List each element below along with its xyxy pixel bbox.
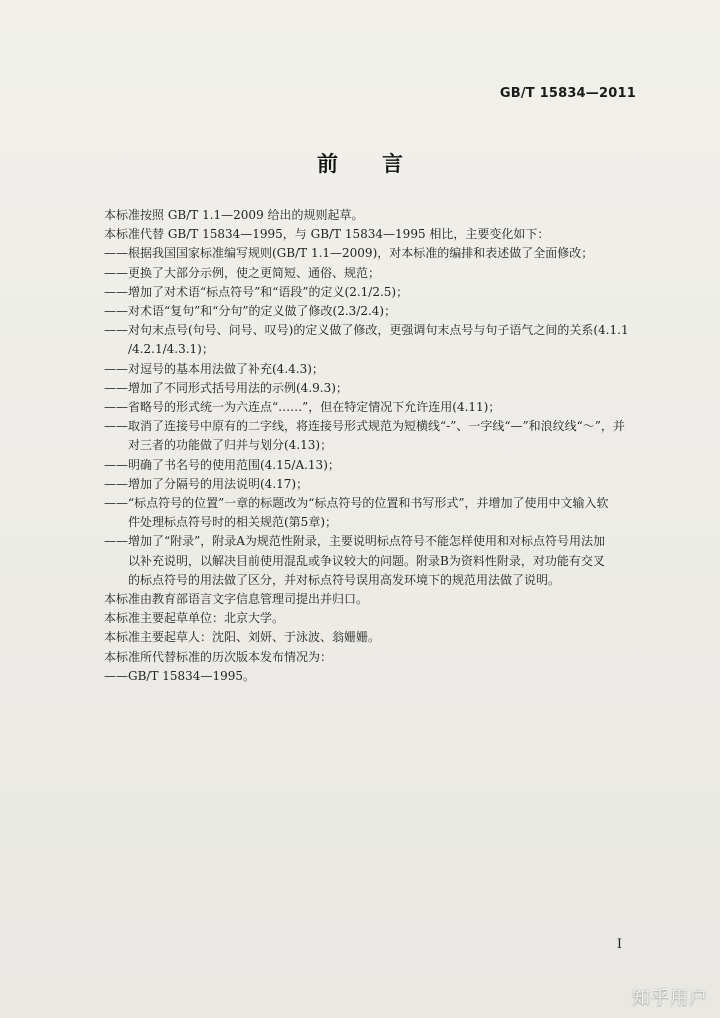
body-line: ——取消了连接号中原有的二字线，将连接号形式规范为短横线“-”、一字线“—”和浪纹线“～”，并 bbox=[104, 419, 625, 434]
body-line: ——增加了分隔号的用法说明(4.17)； bbox=[104, 476, 309, 491]
body-line: 本标准按照 GB/T 1.1—2009 给出的规则起草。 bbox=[104, 208, 364, 222]
standard-code: GB/T 15834—2011 bbox=[499, 86, 636, 101]
page-number: I bbox=[616, 937, 622, 952]
body-line: ——更换了大部分示例，使之更简短、通俗、规范； bbox=[104, 265, 381, 280]
body-line: ——增加了对术语“标点符号”和“语段”的定义(2.1/2.5)； bbox=[104, 284, 409, 299]
body-line: 本标准代替 GB/T 15834—1995，与 GB/T 15834—1995 相比，主要变化如下： bbox=[104, 227, 550, 242]
body-line: 本标准主要起草人：沈阳、刘妍、于泳波、翁姗姗。 bbox=[104, 630, 381, 645]
body-line: 对三者的功能做了归并与划分(4.13)； bbox=[128, 438, 333, 453]
body-line: ——增加了不同形式括号用法的示例(4.9.3)； bbox=[104, 380, 348, 395]
body-line: ——对术语“复句”和“分句”的定义做了修改(2.3/2.4)； bbox=[104, 304, 397, 319]
body-line: ——对逗号的基本用法做了补充(4.4.3)； bbox=[104, 361, 324, 376]
body-line: ——对句末点号(句号、问号、叹号)的定义做了修改，更强调句末点号与句子语气之间的关系(4.1.1 bbox=[104, 323, 629, 338]
body-line: ——“标点符号的位置”一章的标题改为“标点符号的位置和书写形式”，并增加了使用中文输入软 bbox=[104, 496, 609, 511]
body-line: /4.2.1/4.3.1)； bbox=[128, 342, 214, 357]
body-line: ——明确了书名号的使用范围(4.15/A.13)； bbox=[104, 457, 340, 472]
page-title: 前言 bbox=[317, 152, 447, 176]
body-line: 的标点符号的用法做了区分，并对标点符号误用高发环境下的规范用法做了说明。 bbox=[128, 572, 561, 587]
body-line: 件处理标点符号时的相关规范(第5章)； bbox=[128, 515, 337, 530]
body-line: ——GB/T 15834—1995。 bbox=[104, 668, 255, 683]
body-line: ——增加了“附录”，附录A为规范性附录，主要说明标点符号不能怎样使用和对标点符号用法加 bbox=[104, 534, 605, 549]
body-line: 本标准主要起草单位：北京大学。 bbox=[104, 611, 285, 626]
watermark: 知乎用户 bbox=[632, 988, 708, 1009]
preface-body bbox=[104, 206, 644, 686]
body-line: ——根据我国国家标准编写规则(GB/T 1.1—2009)，对本标准的编排和表述做了全面修改； bbox=[104, 246, 594, 261]
body-line: 以补充说明，以解决目前使用混乱或争议较大的问题。附录B为资料性附录，对功能有交叉 bbox=[128, 553, 605, 568]
body-line: ——省略号的形式统一为六连点“……”，但在特定情况下允许连用(4.11)； bbox=[104, 400, 501, 415]
body-line: 本标准所代替标准的历次版本发布情况为： bbox=[104, 649, 333, 664]
body-line: 本标准由教育部语言文字信息管理司提出并归口。 bbox=[104, 592, 369, 607]
